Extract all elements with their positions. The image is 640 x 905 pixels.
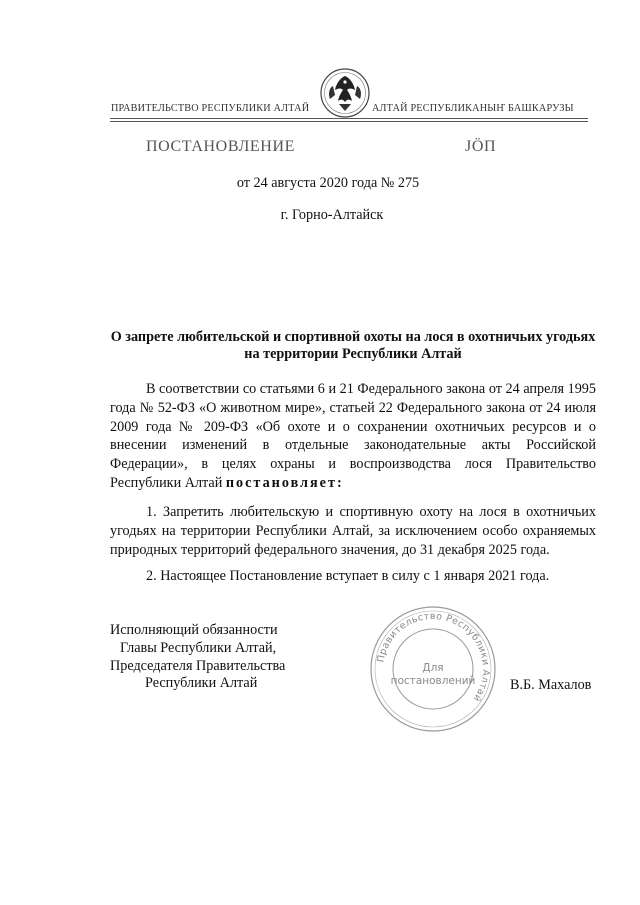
- seal-center-text: [388, 662, 478, 688]
- intro-paragraph: [110, 380, 596, 493]
- intro-text: В соответствии со статьями 6 и 21 Федерального закона от 24 апреля 1995 года № 52-ФЗ «О животном мире», статьей 22 Федерального закона от 24 июля 2009 года № 209-ФЗ «Об охоте и о сохранении охотничьих ресурсов и о внесении изменений в отдельные законодательные акты Российской Федерации», в целях охраны и воспроизводства лося Правительство Республики Алтай: [110, 381, 596, 491]
- government-name-alt: АЛТАЙ РЕСПУБЛИКАНЫҤ БАШКАРУЗЫ: [372, 103, 574, 114]
- signer-name: В.Б. Махалов: [510, 677, 592, 693]
- resolves-word: постановляет:: [225, 474, 344, 491]
- clause-1-text: 1. Запретить любительскую и спортивную охоту на лося в охотничьих угодьях на территории Республики Алтай, за исключением особо охраняемых природных территорий федерального значения, до 31 декабря 2025 года.: [110, 504, 596, 558]
- document-date-number: от 24 августа 2020 года № 275: [236, 175, 420, 191]
- signatory-position: [110, 622, 285, 693]
- header-rule: [110, 121, 588, 122]
- signatory-line-1: Исполняющий обязанности: [110, 622, 278, 638]
- doc-type-ru: ПОСТАНОВЛЕНИЕ: [146, 138, 295, 155]
- seal-center-line-2: постановлений: [390, 675, 476, 687]
- clause-1: [110, 503, 596, 559]
- svg-text:Правительство Республики Алтай: [375, 611, 491, 704]
- altai-republic-emblem-icon: [319, 66, 371, 120]
- document-title: О запрете любительской и спортивной охоты на лося в охотничьих угодьях на территории Республики Алтай: [110, 329, 596, 362]
- seal-ring-text: Правительство Республики Алтай: [375, 610, 492, 704]
- signatory-line-4: Республики Алтай: [145, 675, 258, 692]
- doc-type-alt: ЈӦП: [465, 138, 497, 155]
- government-name-ru: ПРАВИТЕЛЬСТВО РЕСПУБЛИКИ АЛТАЙ: [111, 103, 310, 114]
- signatory-line-2: Главы Республики Алтай,: [120, 639, 277, 656]
- signatory-line-3: Председателя Правительства: [110, 657, 286, 674]
- document-city: г. Горно-Алтайск: [280, 207, 384, 223]
- clause-2: [110, 567, 596, 586]
- clause-2-text: 2. Настоящее Постановление вступает в силу с 1 января 2021 года.: [146, 568, 550, 584]
- header-rule: [110, 118, 588, 119]
- seal-center-line-1: Для: [422, 662, 444, 674]
